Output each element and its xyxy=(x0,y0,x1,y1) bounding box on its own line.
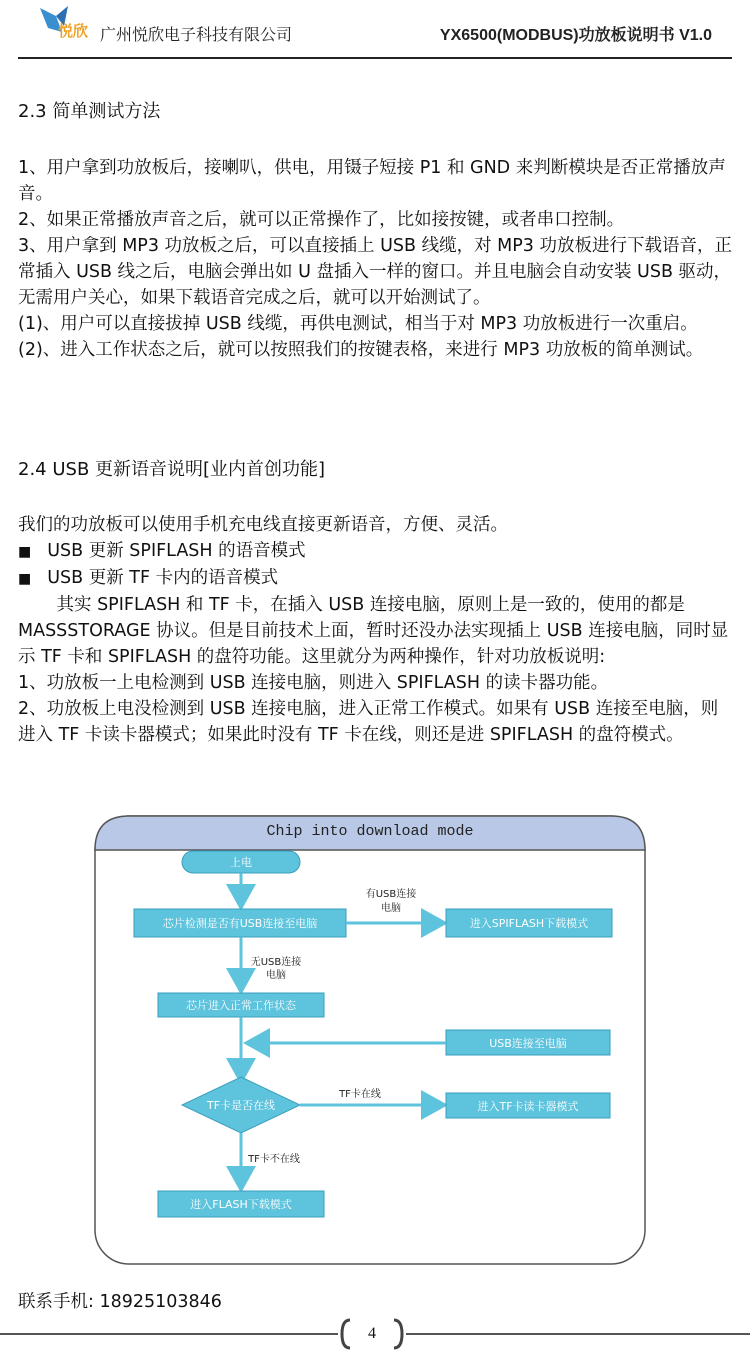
paragraph: 1、用户拿到功放板后，接喇叭，供电，用镊子短接 P1 和 GND 来判断模块是否正常播放声音。 xyxy=(18,158,726,204)
paragraph: 1、功放板一上电检测到 USB 连接电脑，则进入 SPIFLASH 的读卡器功能。 xyxy=(18,673,609,693)
paragraph: 2、如果正常播放声音之后，就可以正常操作了，比如接按键，或者串口控制。 xyxy=(18,210,625,230)
intro-paragraph: 我们的功放板可以使用手机充电线直接更新语音，方便、灵活。 xyxy=(18,515,508,535)
usb-connect-label: USB连接至电脑 xyxy=(489,1037,567,1050)
no-usb-label: 电脑 xyxy=(266,970,286,981)
section-2-4-body xyxy=(18,512,732,748)
tf-check-label: TF卡是否在线 xyxy=(206,1099,276,1112)
yes-usb-label: 有USB连接 xyxy=(365,889,417,900)
flash-mode-label: 进入FLASH下载模式 xyxy=(190,1198,292,1211)
page-number: 4 xyxy=(368,1325,376,1342)
start-label: 上电 xyxy=(230,856,252,869)
section-2-3-body xyxy=(18,155,732,363)
logo-text: 悦欣 xyxy=(58,22,89,40)
company-name: 广州悦欣电子科技有限公司 xyxy=(100,25,293,44)
spiflash-mode-label: 进入SPIFLASH下载模式 xyxy=(469,917,589,930)
tf-online-label: TF卡在线 xyxy=(339,1089,381,1100)
footer-divider-right xyxy=(406,1333,750,1335)
document-title: YX6500(MODBUS)功放板说明书 V1.0 xyxy=(439,27,712,44)
normal-state-label: 芯片进入正常工作状态 xyxy=(186,999,296,1012)
tf-offline-label: TF卡不在线 xyxy=(248,1154,300,1165)
bullet-item: ■ USB 更新 SPIFLASH 的语音模式 xyxy=(18,538,732,565)
paragraph: (1)、用户可以直接拔掉 USB 线缆，再供电测试，相当于对 MP3 功放板进行一次重启。 xyxy=(18,314,698,334)
footer-divider-left xyxy=(0,1333,338,1335)
flowchart xyxy=(94,815,646,1265)
tf-reader-label: 进入TF卡读卡器模式 xyxy=(477,1100,579,1113)
bullet-item: ■ USB 更新 TF 卡内的语音模式 xyxy=(18,565,732,592)
section-heading-2-4: 2.4 USB 更新语音说明[业内首创功能] xyxy=(18,459,326,480)
section-heading-2-3: 2.3 简单测试方法 xyxy=(18,101,161,122)
paragraph: 其实 SPIFLASH 和 TF 卡，在插入 USB 连接电脑，原则上是一致的，使用的都是 MASSSTORAGE 协议。但是目前技术上面，暂时还没办法实现插上 USB 连接电脑，同时显示 TF 卡和 SPIFLASH 的盘符功能。这里就分为两种操作，针对功放板说明: xyxy=(18,595,729,667)
page-header xyxy=(0,0,750,60)
paragraph: 2、功放板上电没检测到 USB 连接电脑，进入正常工作模式。如果有 USB 连接至电脑，则进入 TF 卡读卡器模式；如果此时没有 TF 卡在线，则还是进 SPIFLASH 的盘符模式。 xyxy=(18,699,719,745)
header-divider xyxy=(18,57,732,59)
paragraph: 3、用户拿到 MP3 功放板之后，可以直接插上 USB 线缆，对 MP3 功放板进行下载语音，正常插入 USB 线之后，电脑会弹出如 U 盘插入一样的窗口。并且电脑会自动安装 USB 驱动，无需用户关心，如果下载语音完成之后，就可以开始测试了。 xyxy=(18,236,733,308)
yes-usb-label: 电脑 xyxy=(381,903,401,914)
company-logo xyxy=(38,2,96,42)
contact-phone: 联系手机: 18925103846 xyxy=(18,1292,222,1312)
no-usb-label: 无USB连接 xyxy=(250,957,302,968)
check-usb-label: 芯片检测是否有USB连接至电脑 xyxy=(162,917,318,930)
paragraph: (2)、进入工作状态之后，就可以按照我们的按键表格，来进行 MP3 功放板的简单测试。 xyxy=(18,340,704,360)
flowchart-title: Chip into download mode xyxy=(266,823,474,840)
